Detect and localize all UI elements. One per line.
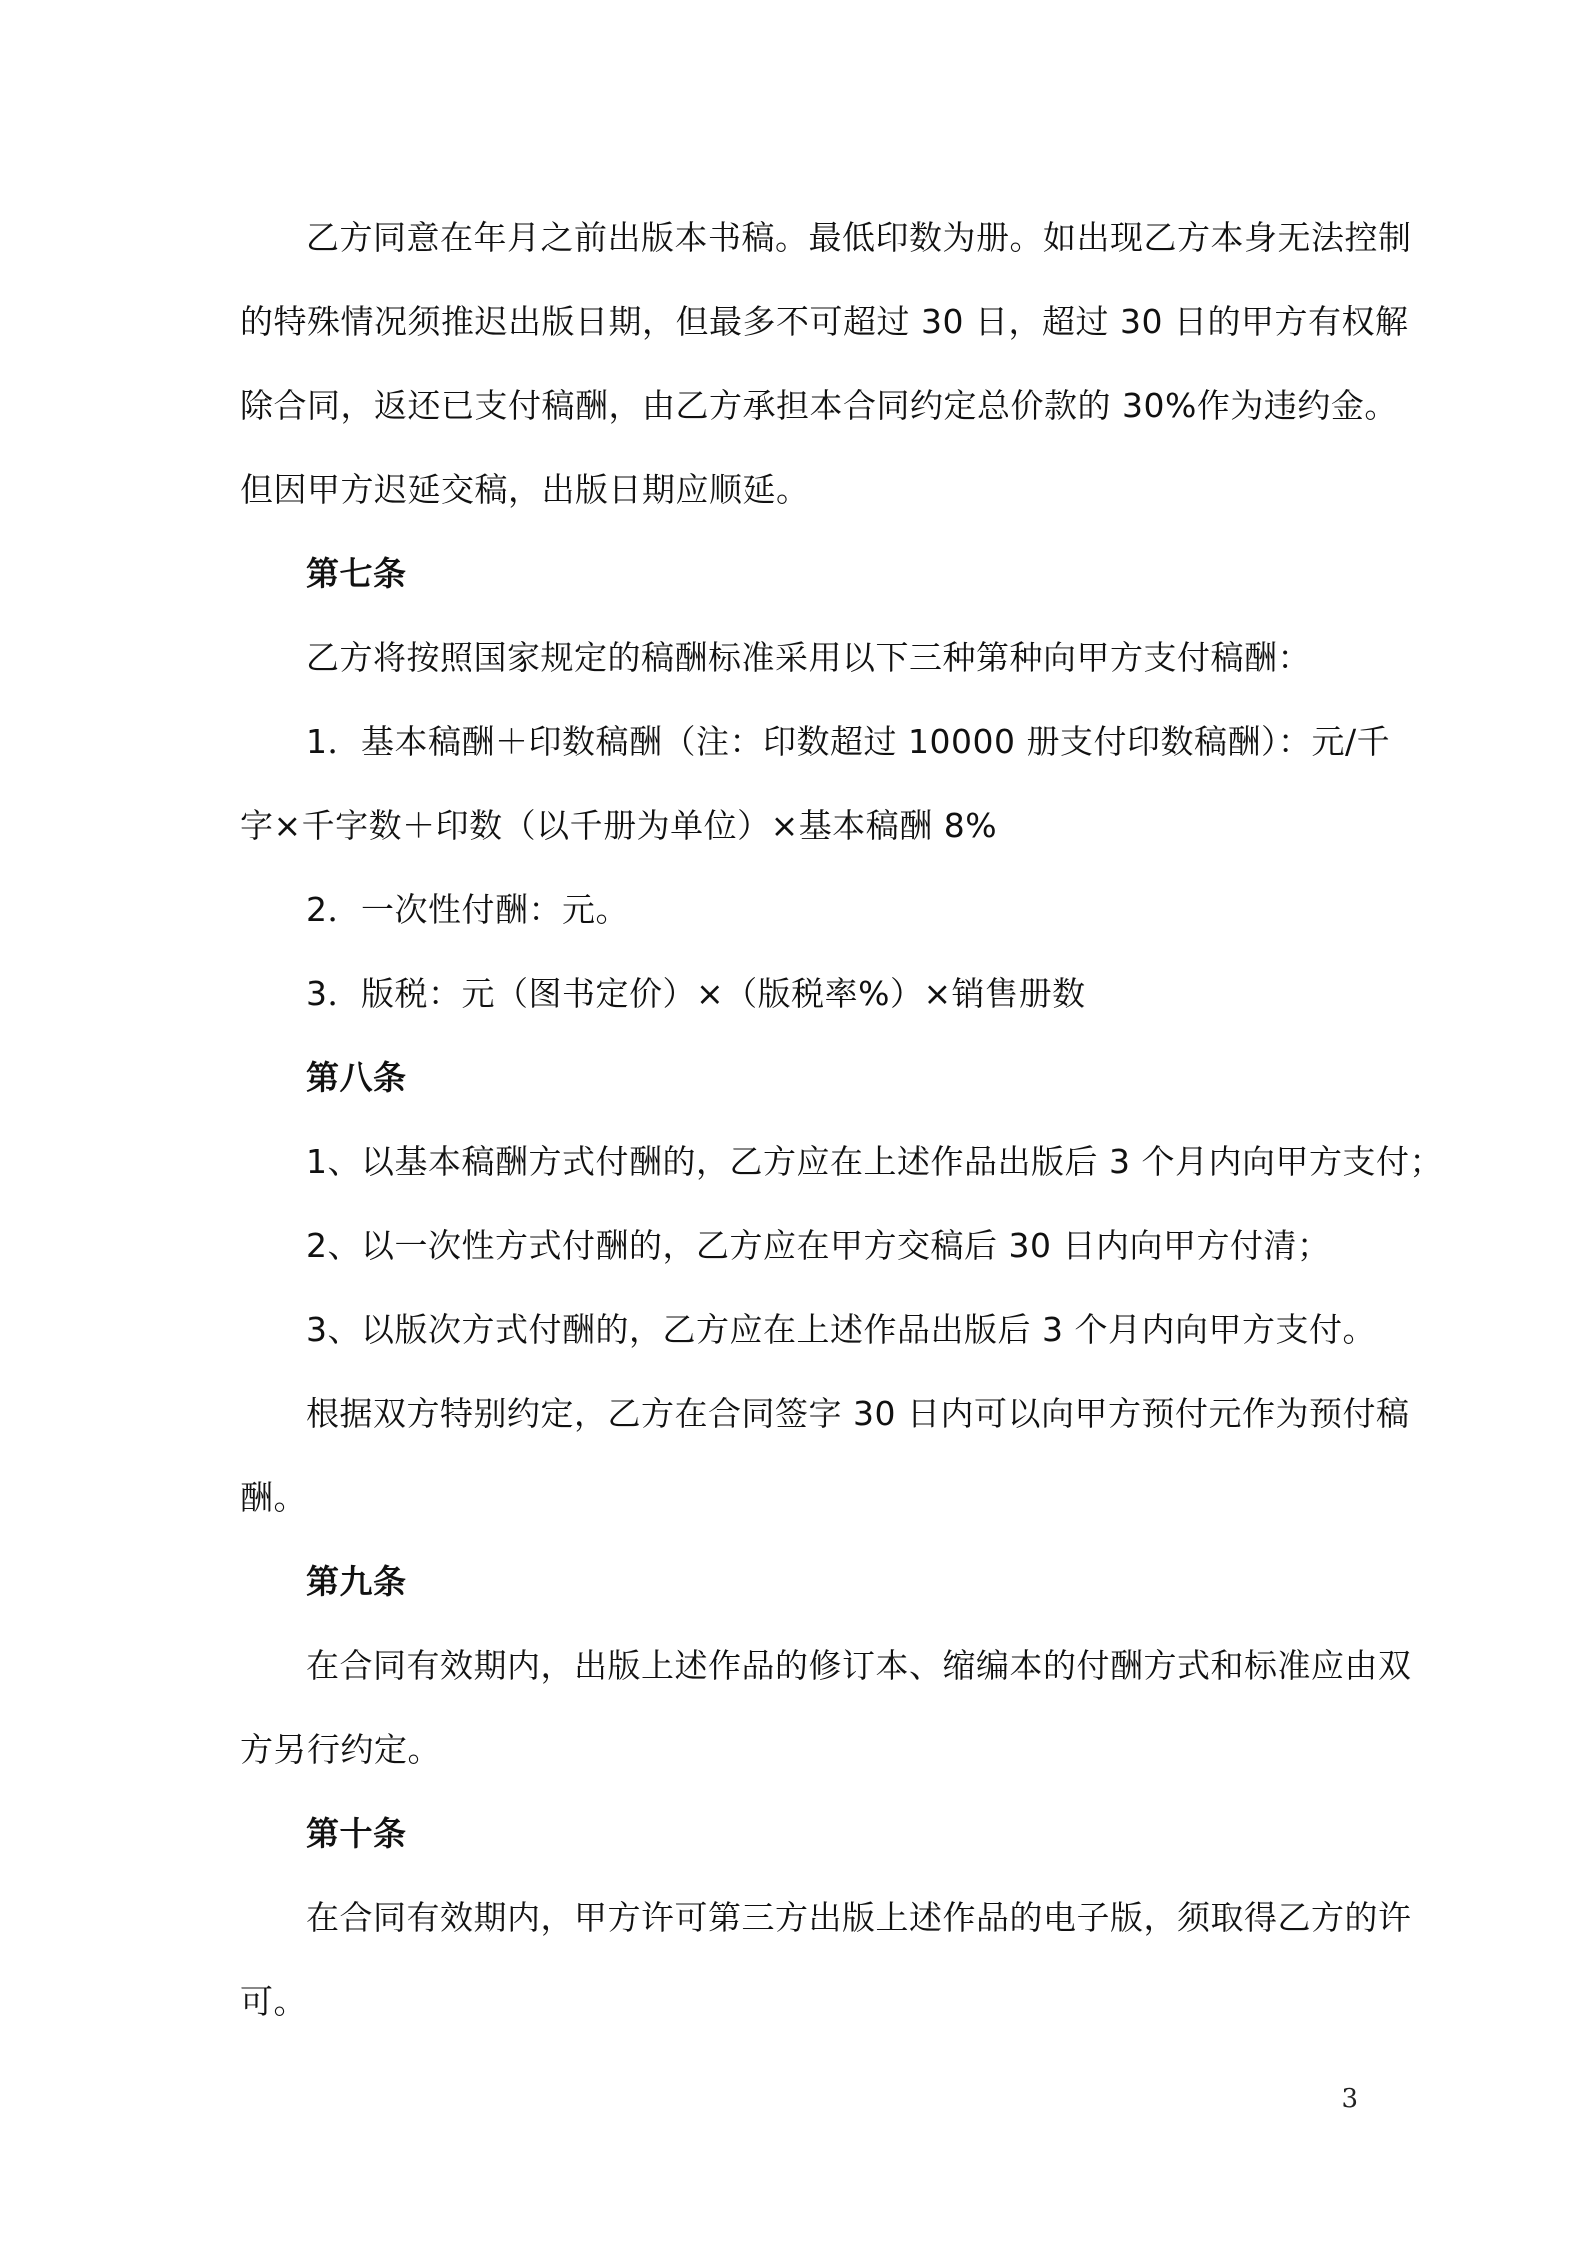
paragraph-line: 在合同有效期内，出版上述作品的修订本、缩编本的付酬方式和标准应由双 (306, 1646, 1412, 1685)
document-body (240, 196, 1443, 2044)
paragraph-line: 可。 (240, 1982, 307, 2021)
paragraph-line: 酬。 (240, 1478, 307, 1517)
article-heading-10: 第十条 (306, 1814, 407, 1853)
paragraph-line: 根据双方特别约定，乙方在合同签字 30 日内可以向甲方预付元作为预付稿 (306, 1394, 1410, 1433)
paragraph-line: 在合同有效期内，甲方许可第三方出版上述作品的电子版，须取得乙方的许 (306, 1898, 1412, 1937)
paragraph-line: 字×千字数＋印数（以千册为单位）×基本稿酬 8% (240, 806, 998, 845)
list-item-3: 3．版税：元（图书定价）×（版税率%）×销售册数 (306, 974, 1086, 1013)
paragraph-line: 除合同，返还已支付稿酬，由乙方承担本合同约定总价款的 30%作为违约金。 (240, 386, 1398, 425)
page-number: 3 (1341, 2084, 1358, 2114)
list-item-1: 1．基本稿酬＋印数稿酬（注：印数超过 10000 册支付印数稿酬）：元/千 (306, 722, 1391, 761)
paragraph-line: 乙方同意在年月之前出版本书稿。最低印数为册。如出现乙方本身无法控制 (306, 218, 1412, 257)
article-heading-7: 第七条 (306, 554, 407, 593)
paragraph-line: 但因甲方迟延交稿，出版日期应顺延。 (240, 470, 810, 509)
paragraph-line: 的特殊情况须推迟出版日期，但最多不可超过 30 日，超过 30 日的甲方有权解 (240, 302, 1409, 341)
list-item-3: 3、以版次方式付酬的，乙方应在上述作品出版后 3 个月内向甲方支付。 (306, 1310, 1376, 1349)
paragraph-line: 乙方将按照国家规定的稿酬标准采用以下三种第种向甲方支付稿酬： (306, 638, 1311, 677)
article-heading-8: 第八条 (306, 1058, 407, 1097)
list-item-1: 1、以基本稿酬方式付酬的，乙方应在上述作品出版后 3 个月内向甲方支付； (306, 1142, 1443, 1181)
list-item-2: 2、以一次性方式付酬的，乙方应在甲方交稿后 30 日内向甲方付清； (306, 1226, 1331, 1265)
article-heading-9: 第九条 (306, 1562, 407, 1601)
list-item-2: 2．一次性付酬：元。 (306, 890, 629, 929)
paragraph-line: 方另行约定。 (240, 1730, 441, 1769)
